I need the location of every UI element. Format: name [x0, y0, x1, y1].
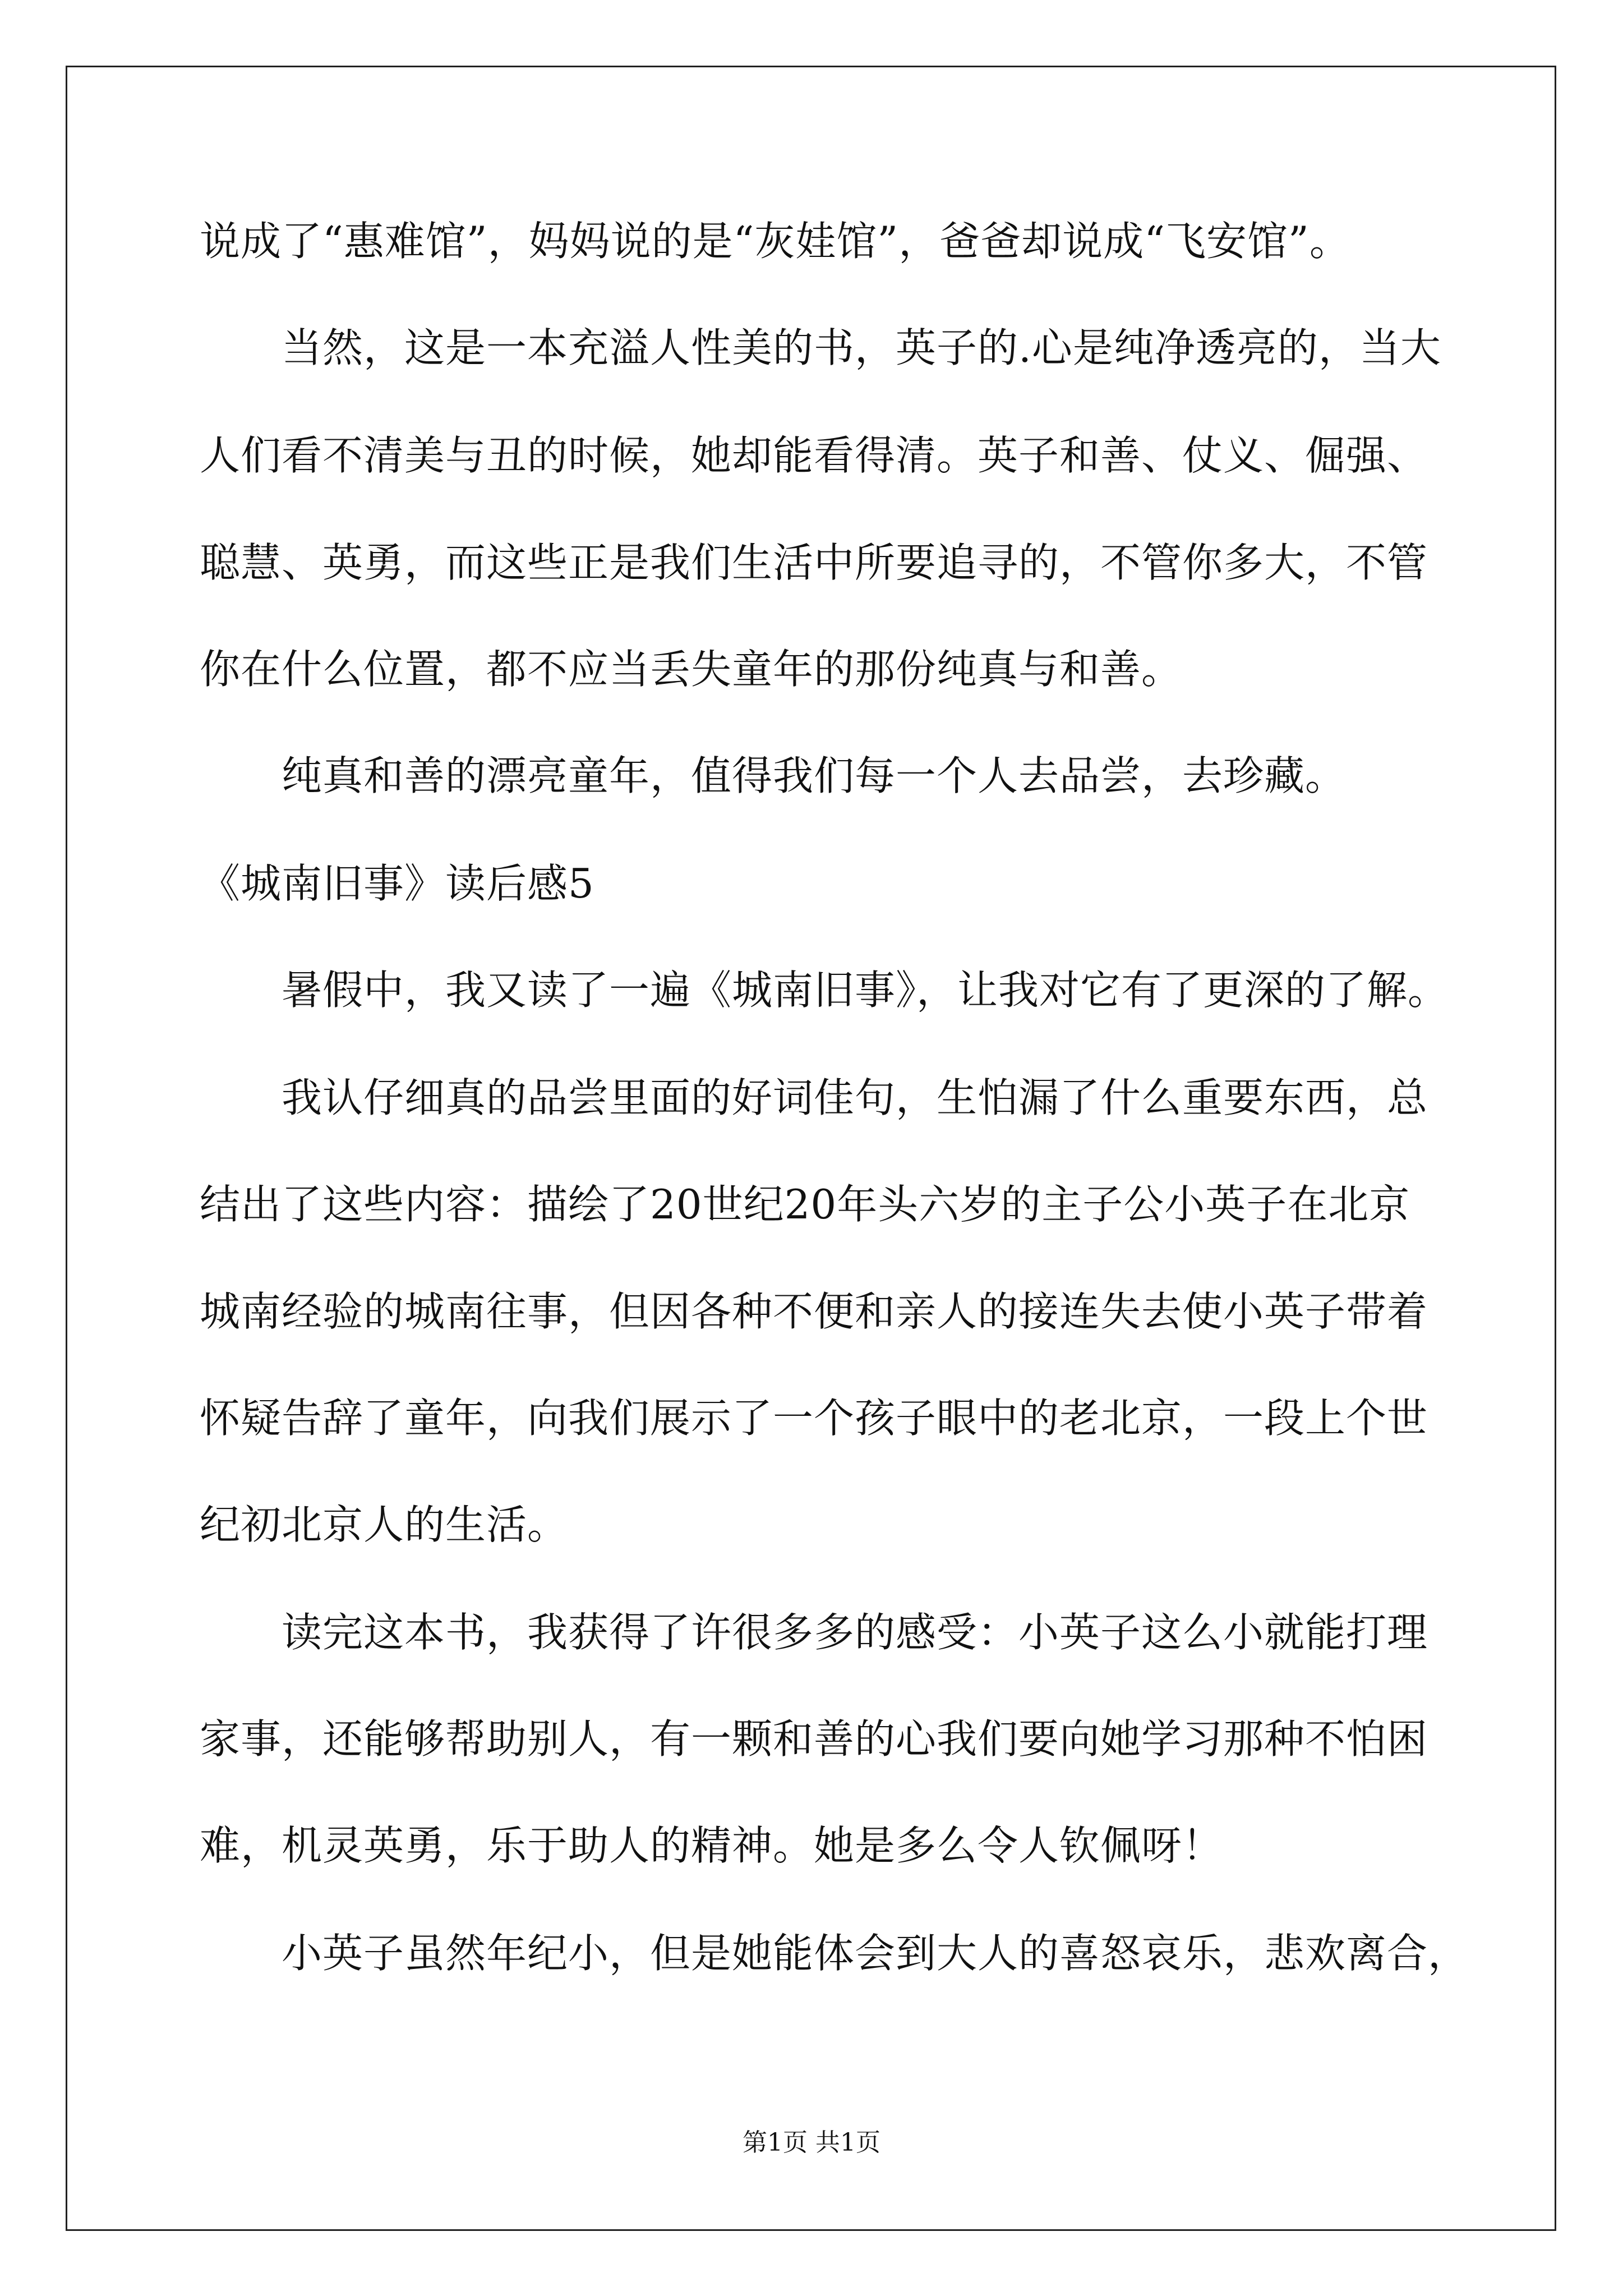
- text-line: 城南经验的城南往事，但因各种不便和亲人的接连失去使小英子带着: [200, 1288, 1428, 1335]
- text-line: 纪初北京人的生活。: [200, 1501, 569, 1548]
- paragraph-start: 暑假中，我又读了一遍《城南旧事》，让我对它有了更深的了解。: [282, 967, 1449, 1014]
- paragraph-start: 小英子虽然年纪小，但是她能体会到大人的喜怒哀乐，悲欢离合，: [282, 1930, 1469, 1977]
- text-line: 结出了这些内容：描绘了20世纪20年头六岁的主子公小英子在北京: [200, 1181, 1410, 1228]
- paragraph-start: 我认仔细真的品尝里面的好词佳句，生怕漏了什么重要东西，总: [282, 1074, 1428, 1121]
- text-line: 家事，还能够帮助别人，有一颗和善的心我们要向她学习那种不怕困: [200, 1715, 1428, 1763]
- paragraph-start: 当然，这是一本充溢人性美的书，英子的.心是纯净透亮的，当大: [282, 324, 1441, 371]
- text-line: 难，机灵英勇，乐于助人的精神。她是多么令人钦佩呀！: [200, 1822, 1224, 1869]
- section-heading: 《城南旧事》读后感5: [200, 860, 594, 907]
- text-line: 你在什么位置，都不应当丢失童年的那份纯真与和善。: [200, 646, 1183, 693]
- text-line: 人们看不清美与丑的时候，她却能看得清。英子和善、仗义、倔强、: [200, 432, 1428, 479]
- text-line: 怀疑告辞了童年，向我们展示了一个孩子眼中的老北京，一段上个世: [200, 1395, 1428, 1442]
- text-line: 聪慧、英勇，而这些正是我们生活中所要追寻的，不管你多大，不管: [200, 539, 1428, 586]
- text-line: 说成了“惠难馆”，妈妈说的是“灰娃馆”，爸爸却说成“飞安馆”。: [200, 218, 1350, 265]
- page-number: 第1页 共1页: [743, 2128, 880, 2157]
- page-border: [66, 66, 1556, 2231]
- paragraph-start: 读完这本书，我获得了许很多多的感受：小英子这么小就能打理: [282, 1609, 1428, 1656]
- paragraph-start: 纯真和善的漂亮童年，值得我们每一个人去品尝，去珍藏。: [282, 752, 1347, 799]
